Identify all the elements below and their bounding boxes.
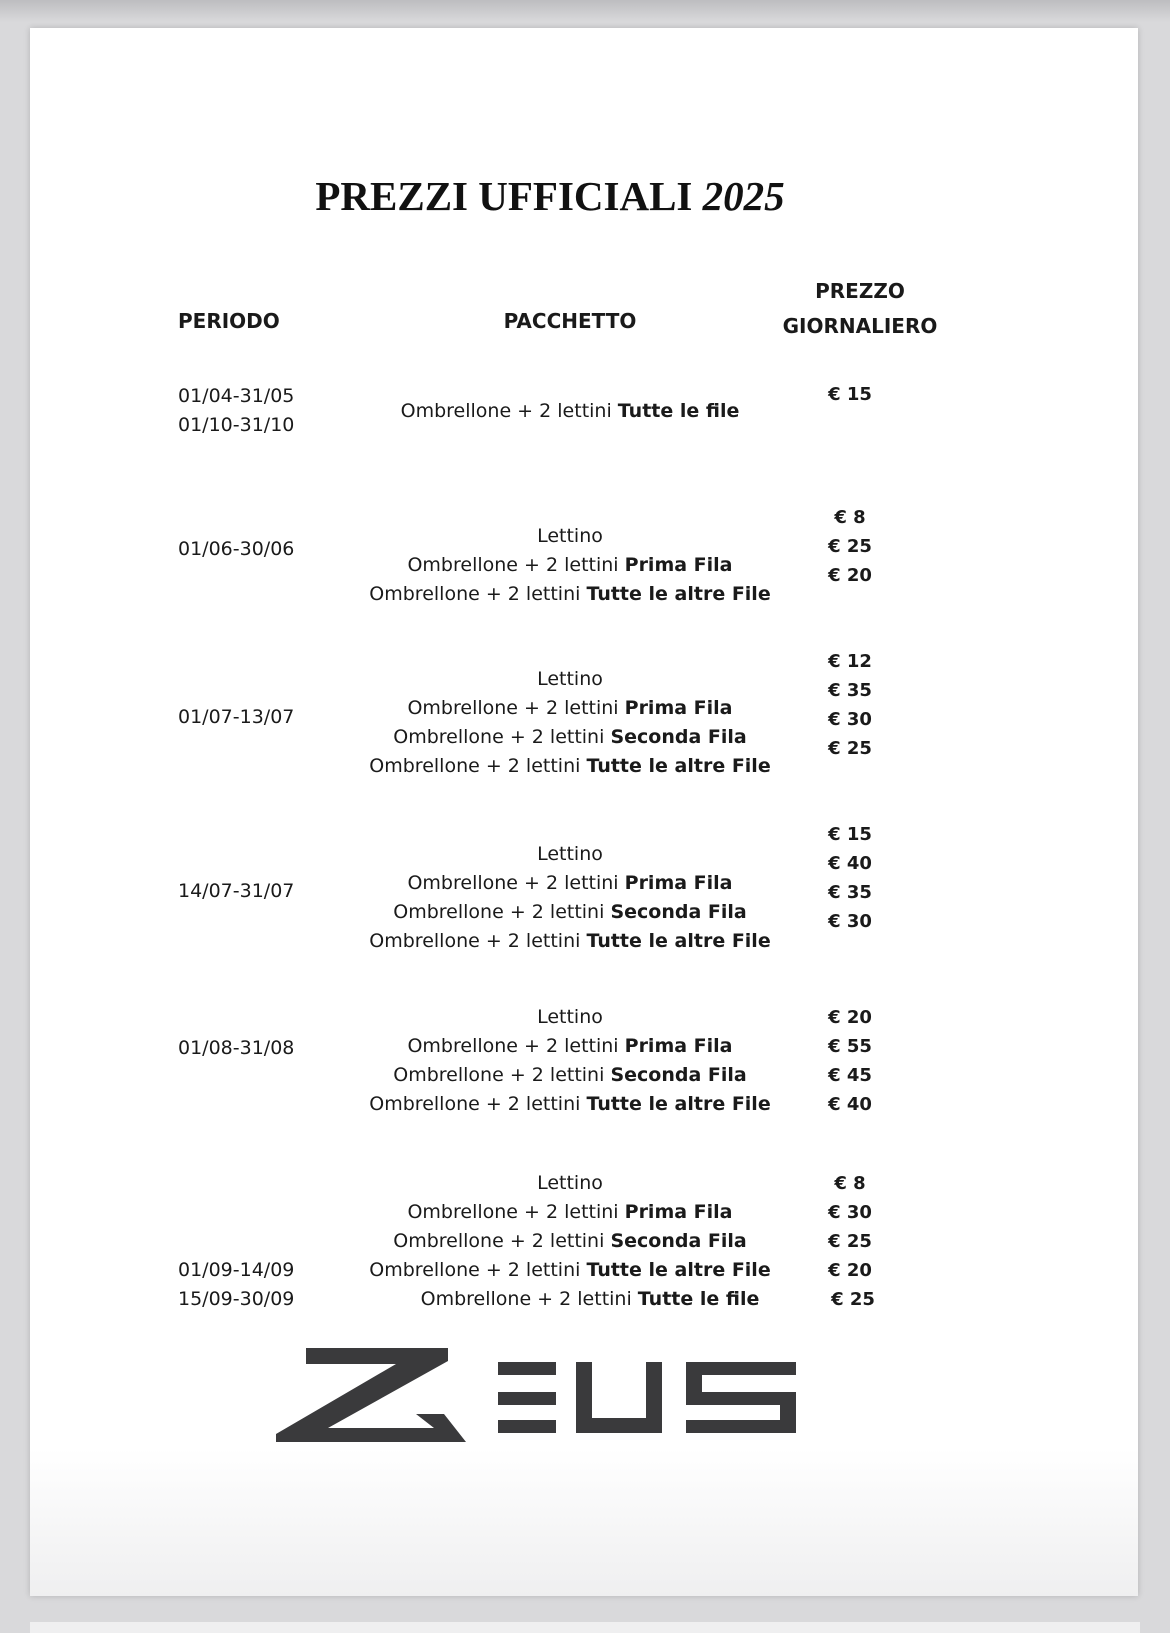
price-value: € 8 xyxy=(834,507,866,528)
price-value: € 12 xyxy=(828,651,872,672)
package-line: Ombrellone + 2 lettini Tutte le altre File xyxy=(369,930,771,952)
price-value: € 25 xyxy=(828,1231,872,1252)
package-line: Lettino xyxy=(537,668,603,690)
package-line: Ombrellone + 2 lettini Prima Fila xyxy=(407,697,733,719)
package-line: Ombrellone + 2 lettini Prima Fila xyxy=(407,1201,733,1223)
price-cell xyxy=(810,820,890,936)
header-periodo: PERIODO xyxy=(178,309,280,333)
package-cell xyxy=(310,665,830,781)
package-line: Ombrellone + 2 lettini Prima Fila xyxy=(407,872,733,894)
price-value: € 25 xyxy=(828,536,872,557)
price-value: € 40 xyxy=(828,853,872,874)
period-date: 01/09-14/09 xyxy=(178,1259,295,1281)
period-cell xyxy=(178,1034,308,1063)
title-main: PREZZI UFFICIALI xyxy=(315,173,693,219)
package-line: Ombrellone + 2 lettini Tutte le altre File xyxy=(369,1259,771,1281)
period-cell xyxy=(178,1256,308,1314)
price-value: € 35 xyxy=(828,882,872,903)
price-value: € 20 xyxy=(828,1260,872,1281)
price-value: € 30 xyxy=(828,911,872,932)
price-value: € 15 xyxy=(828,384,872,405)
period-date: 01/10-31/10 xyxy=(178,414,295,436)
period-cell xyxy=(178,382,308,440)
header-prezzo-giornaliero xyxy=(760,274,960,344)
price-cell xyxy=(810,647,890,763)
period-date: 15/09-30/09 xyxy=(178,1288,295,1310)
next-page-edge xyxy=(30,1622,1140,1633)
price-cell xyxy=(810,1169,890,1314)
price-value: € 35 xyxy=(828,680,872,701)
price-value: € 20 xyxy=(828,1007,872,1028)
package-line: Ombrellone + 2 lettini Seconda Fila xyxy=(393,1064,747,1086)
package-cell xyxy=(310,397,830,426)
period-date: 14/07-31/07 xyxy=(178,880,295,902)
header-pacchetto: PACCHETTO xyxy=(503,309,637,333)
package-cell xyxy=(310,522,830,609)
package-cell xyxy=(310,840,830,956)
package-cell xyxy=(310,1169,830,1314)
price-value: € 30 xyxy=(828,709,872,730)
period-date: 01/07-13/07 xyxy=(178,706,295,728)
period-date: 01/06-30/06 xyxy=(178,538,295,560)
package-line: Ombrellone + 2 lettini Tutte le altre File xyxy=(369,583,771,605)
top-shadow xyxy=(0,0,1170,22)
price-value: € 8 xyxy=(834,1173,866,1194)
package-line: Ombrellone + 2 lettini Tutte le altre File xyxy=(369,1093,771,1115)
price-cell xyxy=(810,503,890,590)
package-line: Ombrellone + 2 lettini Tutte le file xyxy=(420,1288,760,1310)
header-prezzo: PREZZO xyxy=(815,279,905,303)
price-value: € 40 xyxy=(828,1094,872,1115)
price-value: € 20 xyxy=(828,565,872,586)
price-value: € 30 xyxy=(828,1202,872,1223)
page-title xyxy=(270,172,830,220)
package-line: Ombrellone + 2 lettini Prima Fila xyxy=(407,554,733,576)
package-line: Ombrellone + 2 lettini Prima Fila xyxy=(407,1035,733,1057)
package-line: Ombrellone + 2 lettini Tutte le altre File xyxy=(369,755,771,777)
price-value: € 15 xyxy=(828,824,872,845)
package-line: Lettino xyxy=(537,525,603,547)
package-cell xyxy=(310,1003,830,1119)
price-value: € 45 xyxy=(828,1065,872,1086)
package-line: Ombrellone + 2 lettini Seconda Fila xyxy=(393,1230,747,1252)
price-cell xyxy=(810,380,890,409)
period-cell xyxy=(178,877,308,906)
period-date: 01/04-31/05 xyxy=(178,385,295,407)
package-line: Ombrellone + 2 lettini Tutte le file xyxy=(400,400,740,422)
title-year: 2025 xyxy=(702,173,785,219)
period-cell xyxy=(178,703,308,732)
price-value: € 25 xyxy=(831,1289,875,1310)
header-giornaliero: GIORNALIERO xyxy=(782,314,938,338)
package-line: Ombrellone + 2 lettini Seconda Fila xyxy=(393,901,747,923)
package-line: Lettino xyxy=(537,1006,603,1028)
price-value: € 25 xyxy=(828,738,872,759)
price-cell xyxy=(810,1003,890,1119)
package-line: Lettino xyxy=(537,843,603,865)
package-line: Lettino xyxy=(537,1172,603,1194)
period-date: 01/08-31/08 xyxy=(178,1037,295,1059)
zeus-logo xyxy=(276,1348,824,1442)
package-line: Ombrellone + 2 lettini Seconda Fila xyxy=(393,726,747,748)
period-cell xyxy=(178,535,308,564)
price-value: € 55 xyxy=(828,1036,872,1057)
